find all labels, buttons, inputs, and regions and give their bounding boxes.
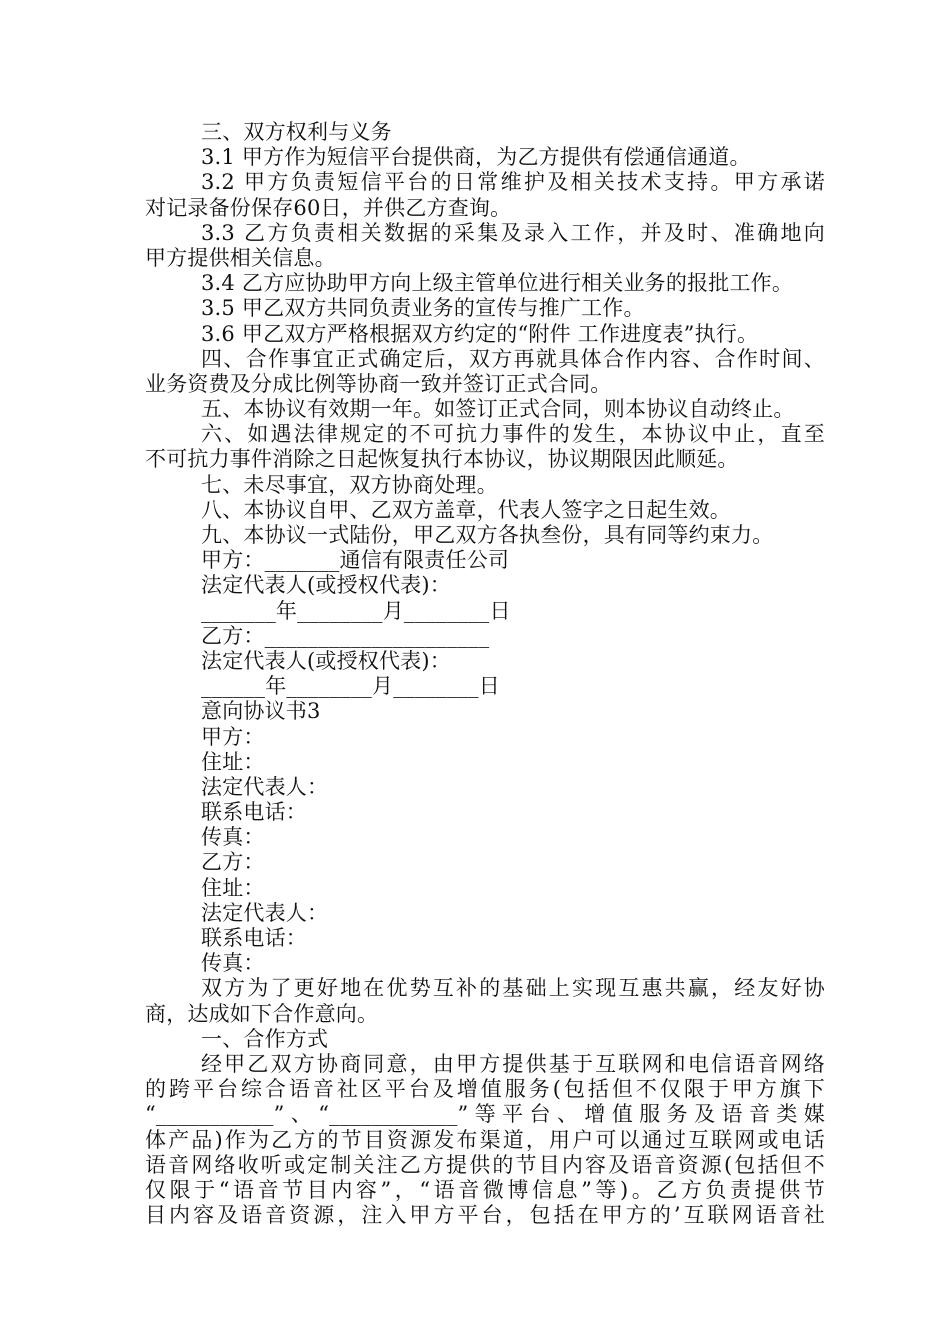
party-b-phone: 联系电话： [201,926,307,950]
section-6-line-2: 不可抗力事件消除之日起恢复执行本协议，协议期限因此顺延。 [145,447,739,472]
clause-3-3-line-1: 3.3 乙方负责相关数据的采集及录入工作，并及时、准确地向 [201,220,825,245]
party-b-address: 住址： [201,875,265,900]
section-4-line-1: 四、合作事宜正式确定后，双方再就具体合作内容、合作时间、 [201,346,825,371]
intro-line-1: 双方为了更好地在优势互补的基础上实现互惠共赢，经友好协 [201,976,825,1001]
cooperation-para-line-3: “___________”、“____________”等平台、增值服务及语音类媒 [145,1102,825,1127]
party-a-legal-rep: 法定代表人： [201,774,329,799]
section-9: 九、本协议一式陆份，甲乙双方各执叁份，具有同等约束力。 [201,523,774,547]
clause-3-4: 3.4 乙方应协助甲方向上级主管单位进行相关业务的报批工作。 [201,271,794,296]
party-a-label: 甲方： [201,724,265,749]
party-a-phone: 联系电话： [201,800,307,825]
cooperation-para-line-7: 目内容及语音资源，注入甲方平台，包括在甲方的’互联网语音社 [145,1203,825,1228]
cooperation-para-line-4: 体产品)作为乙方的节目资源发布渠道，用户可以通过互联网或电话 [145,1127,825,1152]
party-b-legal-rep: 法定代表人： [201,900,329,925]
intro-line-2: 商，达成如下合作意向。 [145,1001,379,1026]
clause-3-3-line-2: 甲方提供相关信息。 [145,245,336,270]
doc-title-intent-agreement-3: 意向协议书3 [201,699,321,724]
section-7: 七、未尽事宜，双方协商处理。 [201,472,498,497]
party-b-signature: 乙方：_____________________ [201,623,490,648]
clause-3-5: 3.5 甲乙双方共同负责业务的宣传与推广工作。 [201,296,645,321]
section-5: 五、本协议有效期一年。如签订正式合同，则本协议自动终止。 [201,397,795,422]
section-cooperation-mode: 一、合作方式 [201,1026,329,1051]
clause-3-1: 3.1 甲方作为短信平台提供商，为乙方提供有偿通信通道。 [201,145,751,170]
party-a-address: 住址： [201,749,265,774]
section-4-line-2: 业务资费及分成比例等协商一致并签订正式合同。 [145,371,612,396]
clause-3-6: 3.6 甲乙双方严格根据双方约定的“附件 工作进度表”执行。 [201,321,759,346]
document-body [145,120,825,1228]
party-b-date: ______年________月________日 [201,674,500,699]
cooperation-para-line-6: 仅限于“语音节目内容”，“语音微博信息”等)。乙方负责提供节 [145,1177,825,1202]
party-a-fax: 传真： [201,825,265,850]
section-heading-rights: 三、双方权利与义务 [201,120,392,144]
party-a-date: _______年________月________日 [201,598,511,623]
party-b-representative: 法定代表人(或授权代表)： [201,648,451,673]
section-8: 八、本协议自甲、乙双方盖章，代表人签字之日起生效。 [201,497,731,522]
party-b-label: 乙方： [201,850,265,875]
party-a-signature: 甲方：_______通信有限责任公司 [201,548,510,573]
party-a-representative: 法定代表人(或授权代表)： [201,573,451,598]
clause-3-2-line-2: 对记录备份保存60日，并供乙方查询。 [145,195,512,220]
clause-3-2-line-1: 3.2 甲方负责短信平台的日常维护及相关技术支持。甲方承诺 [201,170,825,195]
party-b-fax: 传真： [201,951,265,976]
cooperation-para-line-5: 语音网络收听或定制关注乙方提供的节目内容及语音资源(包括但不 [145,1152,825,1177]
cooperation-para-line-2: 的跨平台综合语音社区平台及增值服务(包括但不仅限于甲方旗下 [145,1077,825,1102]
section-6-line-1: 六、如遇法律规定的不可抗力事件的发生，本协议中止，直至 [201,422,825,447]
cooperation-para-line-1: 经甲乙双方协商同意，由甲方提供基于互联网和电信语音网络 [201,1051,825,1076]
